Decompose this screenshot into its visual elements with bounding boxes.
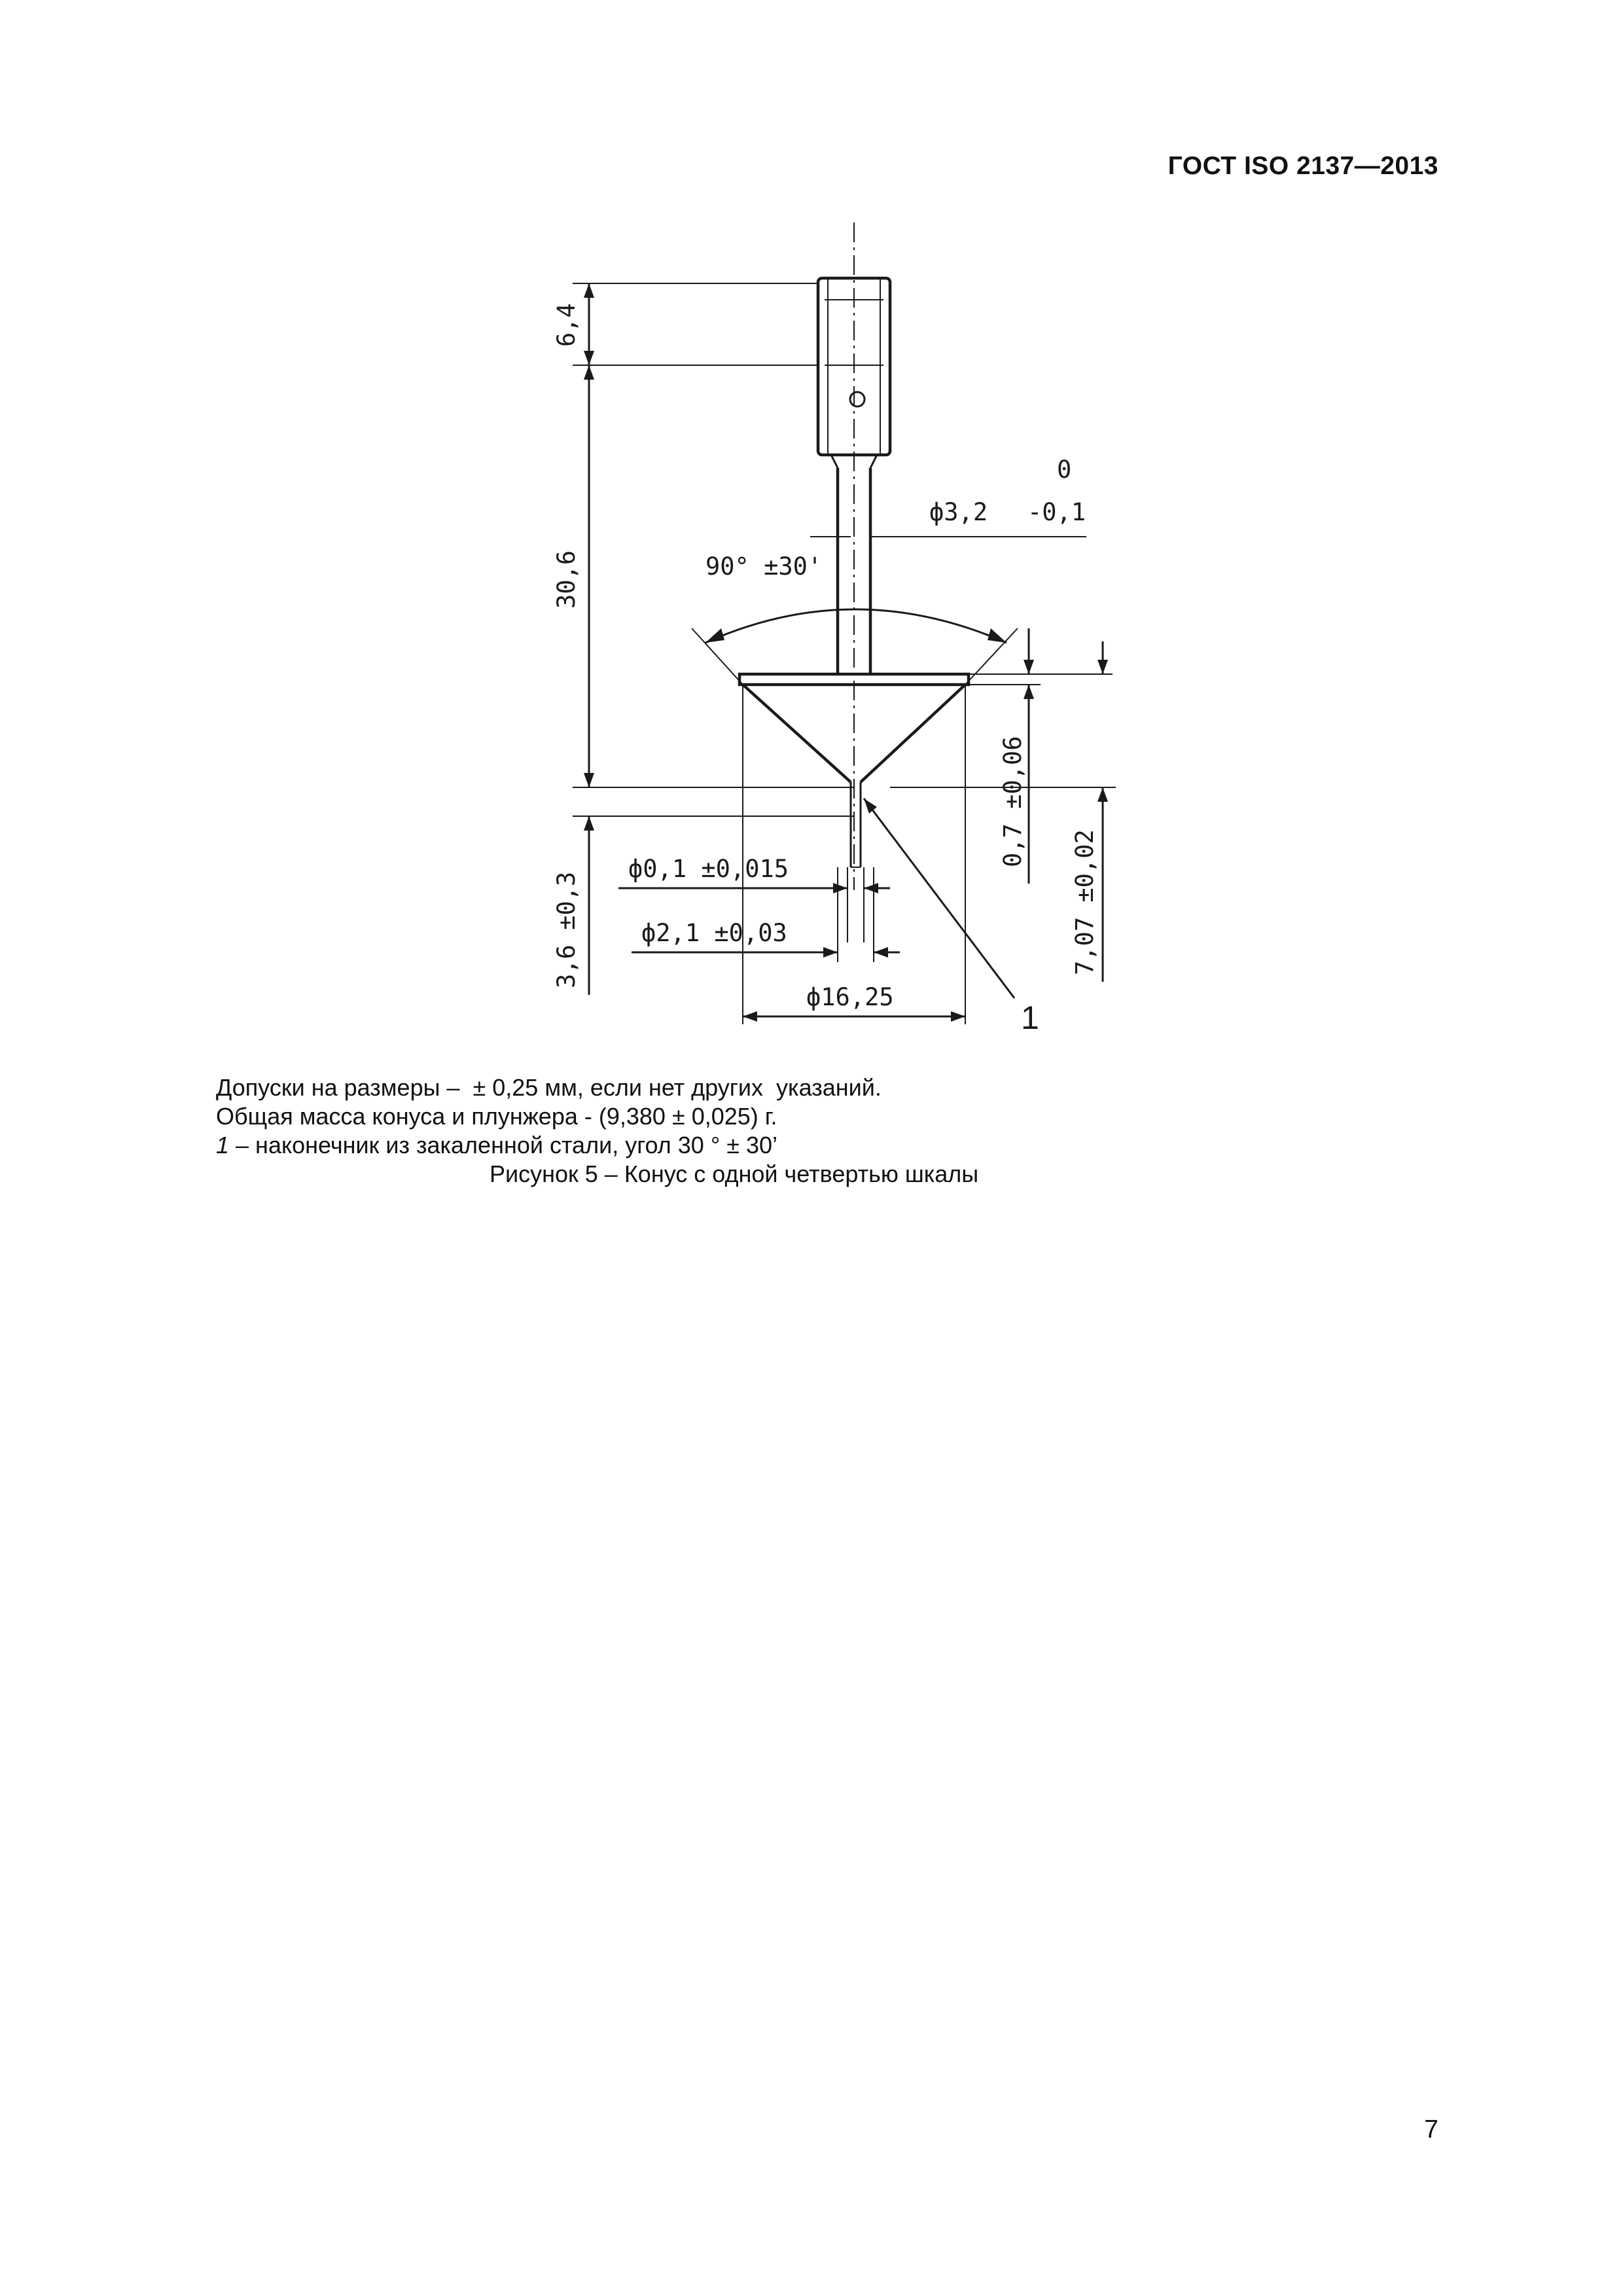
- dim-tip-arrow: [584, 816, 594, 831]
- cone-height-label: 7,07 ±0,02: [1071, 829, 1099, 975]
- cone-rim-height-label: 0,7 ±0,06: [999, 736, 1027, 867]
- tip-height-label: 3,6 ±0,3: [552, 871, 580, 988]
- dim-tip-flat-arrow-right: [864, 883, 878, 893]
- callout-number: 1: [1021, 999, 1039, 1036]
- dim-head-arrow-top: [584, 283, 594, 298]
- dim-cone-arrow-bottom: [1097, 787, 1108, 802]
- callout-leader: [864, 798, 1014, 998]
- note-mass: Общая масса конуса и плунжера - (9,380 ± 0,025) г.: [216, 1103, 777, 1130]
- dim-cone-dia-arrow-left: [743, 1011, 757, 1022]
- shaft-length-label: 30,6: [552, 550, 580, 609]
- cone-side-left: [743, 685, 851, 782]
- head-pin-hole: [850, 392, 865, 406]
- page-number: 7: [1424, 2115, 1438, 2144]
- angle-arc: [705, 609, 1007, 643]
- document-header: ГОСТ ISO 2137—2013: [1168, 152, 1438, 180]
- shaft-diameter-label: ф3,2: [929, 498, 988, 526]
- dim-cone-arrow-top: [1097, 660, 1108, 674]
- note-item-text: – наконечник из закаленной стали, угол 30 ° ± 30’: [229, 1132, 778, 1158]
- drawing-svg: [497, 223, 1152, 1060]
- tip-diameter-label: ф2,1 ±0,03: [641, 919, 787, 947]
- shaft-tol-upper: 0: [1057, 456, 1072, 484]
- dim-tip-dia-arrow-right: [874, 947, 888, 958]
- dim-head-arrow-bottom: [584, 351, 594, 365]
- dim-rim-arrow-top: [1024, 660, 1034, 674]
- neck-left: [831, 455, 838, 468]
- note-tolerance: Допуски на размеры – ± 0,25 мм, если нет других указаний.: [216, 1074, 882, 1101]
- shaft-tol-lower: -0,1: [1027, 498, 1086, 526]
- callout-arrow: [864, 798, 877, 814]
- angle-arrow-left: [705, 628, 724, 643]
- dim-shaft-arrow-top: [584, 365, 594, 380]
- head-height-label: 6,4: [552, 303, 580, 347]
- neck-right: [870, 455, 877, 468]
- dim-cone-dia-arrow-right: [951, 1011, 965, 1022]
- cone-angle-label: 90° ±30': [705, 552, 823, 581]
- dim-tip-dia-arrow-left: [823, 947, 838, 958]
- figure-caption: Рисунок 5 – Конус с одной четвертью шкалы: [490, 1160, 979, 1187]
- cone-technical-drawing: [497, 223, 1152, 1060]
- figure-notes: [216, 1073, 1459, 1160]
- cone-side-right: [861, 685, 965, 782]
- dim-tip-flat-arrow-left: [833, 883, 847, 893]
- cone-diameter-label: ф16,25: [806, 983, 894, 1011]
- dim-rim-arrow-bottom: [1024, 685, 1034, 699]
- dim-shaft-arrow-bottom: [584, 773, 594, 787]
- note-item-number: 1: [216, 1132, 230, 1158]
- tip-flat-diameter-label: ф0,1 ±0,015: [628, 855, 789, 883]
- note-item: [216, 1131, 1459, 1160]
- angle-arrow-right: [988, 628, 1007, 643]
